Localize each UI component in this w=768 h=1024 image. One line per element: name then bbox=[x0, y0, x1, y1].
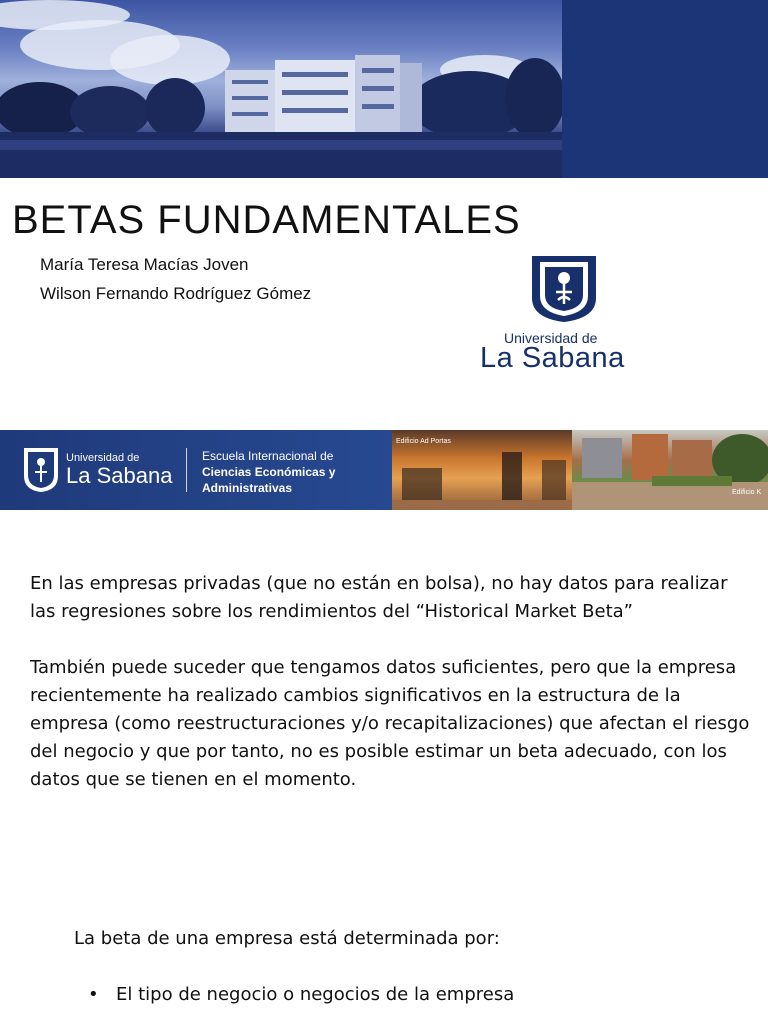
list-item bbox=[88, 984, 514, 1005]
strip-divider bbox=[186, 448, 187, 492]
author-name: María Teresa Macías Joven bbox=[40, 255, 249, 274]
body-paragraph: En las empresas privadas (que no están en bolsa), no hay datos para realizar las regresiones sobre los rendimientos del “Historical Market Beta” bbox=[30, 573, 728, 622]
photo-caption: Edificio K bbox=[732, 489, 762, 496]
author-name: Wilson Fernando Rodríguez Gómez bbox=[40, 284, 312, 303]
hero-banner bbox=[0, 0, 768, 178]
school-name-line: Escuela Internacional de bbox=[202, 449, 334, 463]
list-item-text: El tipo de negocio o negocios de la empresa bbox=[116, 984, 515, 1005]
strip-university-label: Universidad de bbox=[66, 452, 140, 464]
university-logo bbox=[478, 254, 650, 374]
bullet-icon: • bbox=[88, 984, 99, 1005]
campus-photo bbox=[0, 0, 562, 178]
list-heading: La beta de una empresa está determinada por: bbox=[74, 928, 500, 949]
body-paragraph: También puede suceder que tengamos datos suficientes, pero que la empresa recientemente ha realizado cambios significativos en la estructura de la empresa (como reestructuraciones y/o recapitalizaciones) que afectan el riesgo del negocio y que por tanto, no es posible estimar un beta adecuado, con los datos que se tienen en el momento. bbox=[30, 657, 750, 790]
building-photo-k bbox=[572, 430, 768, 510]
logo-name: La Sabana bbox=[480, 342, 625, 374]
hero-side-panel bbox=[562, 0, 768, 178]
slide-title: BETAS FUNDAMENTALES bbox=[12, 198, 521, 242]
university-seal-icon bbox=[22, 446, 60, 494]
school-name-line: Ciencias Económicas y bbox=[202, 465, 336, 479]
school-name-line: Administrativas bbox=[202, 481, 293, 495]
faculty-banner bbox=[0, 430, 768, 510]
photo-caption: Edificio Ad Portas bbox=[396, 438, 451, 445]
university-seal-icon bbox=[528, 254, 600, 324]
strip-university-name: La Sabana bbox=[66, 463, 173, 488]
logo-subtitle: Universidad de bbox=[504, 330, 598, 346]
